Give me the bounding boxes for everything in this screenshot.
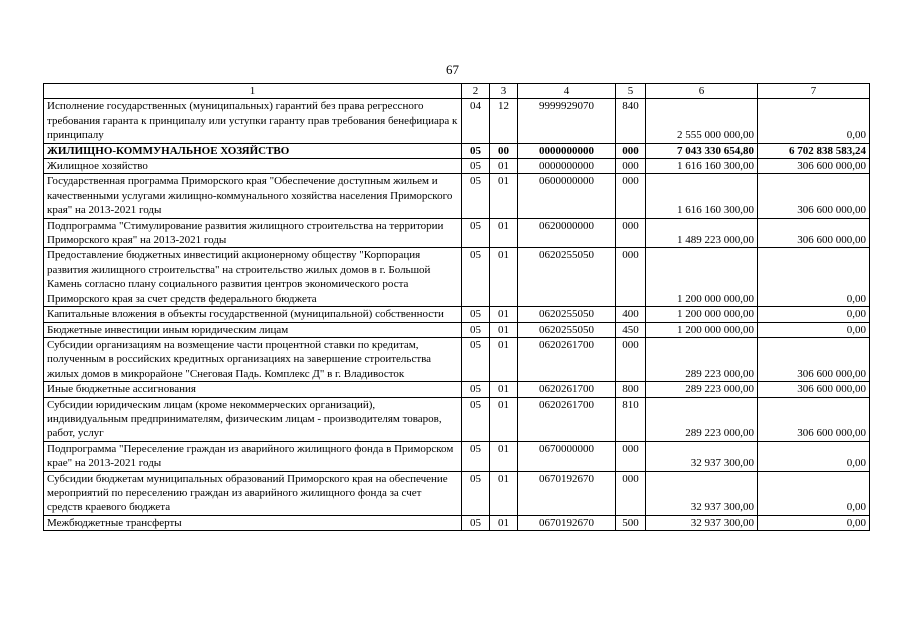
subsection-code: 01 bbox=[490, 337, 518, 381]
item-name: Субсидии юридическим лицам (кроме некоммерческих организаций), индивидуальным предпринимателям, физическим лицам - производителям товаров, работ, услуг bbox=[44, 397, 462, 441]
subsection-code: 00 bbox=[490, 143, 518, 158]
expense-type-code: 840 bbox=[616, 99, 646, 143]
table-row bbox=[44, 441, 870, 471]
expense-type-code: 000 bbox=[616, 471, 646, 515]
expense-type-code: 500 bbox=[616, 515, 646, 530]
header-cell: 7 bbox=[758, 84, 870, 99]
amount-col7: 0,00 bbox=[758, 471, 870, 515]
amount-col6: 32 937 300,00 bbox=[646, 441, 758, 471]
section-code: 05 bbox=[462, 441, 490, 471]
amount-col6: 1 616 160 300,00 bbox=[646, 174, 758, 218]
target-article-code: 0670192670 bbox=[518, 471, 616, 515]
amount-col6: 2 555 000 000,00 bbox=[646, 99, 758, 143]
header-cell: 4 bbox=[518, 84, 616, 99]
table-row bbox=[44, 143, 870, 158]
amount-col6: 7 043 330 654,80 bbox=[646, 143, 758, 158]
target-article-code: 0670000000 bbox=[518, 441, 616, 471]
section-code: 04 bbox=[462, 99, 490, 143]
amount-col7: 0,00 bbox=[758, 248, 870, 307]
item-name: Субсидии организациям на возмещение части процентной ставки по кредитам, полученным в российских кредитных организациях на завершение строительства жилых домов в микрорайоне "Снеговая Падь. Комплекс Д" в г. Владивосток bbox=[44, 337, 462, 381]
section-code: 05 bbox=[462, 397, 490, 441]
item-name: Предоставление бюджетных инвестиций акционерному обществу "Корпорация развития жилищного строительства" на строительство жилых домов в г. Большой Камень согласно плану социального развития центров экономического роста Приморского края за счет средств федерального бюджета bbox=[44, 248, 462, 307]
amount-col6: 32 937 300,00 bbox=[646, 471, 758, 515]
target-article-code: 0620255050 bbox=[518, 248, 616, 307]
item-name: Подпрограмма "Переселение граждан из аварийного жилищного фонда в Приморском крае" на 2013-2021 годы bbox=[44, 441, 462, 471]
table-row bbox=[44, 99, 870, 143]
subsection-code: 01 bbox=[490, 218, 518, 248]
expense-type-code: 000 bbox=[616, 159, 646, 174]
amount-col7: 0,00 bbox=[758, 307, 870, 322]
item-name: Подпрограмма "Стимулирование развития жилищного строительства на территории Приморского края" на 2013-2021 годы bbox=[44, 218, 462, 248]
amount-col6: 289 223 000,00 bbox=[646, 337, 758, 381]
target-article-code: 0620255050 bbox=[518, 307, 616, 322]
amount-col6: 1 200 000 000,00 bbox=[646, 307, 758, 322]
amount-col6: 32 937 300,00 bbox=[646, 515, 758, 530]
expense-type-code: 800 bbox=[616, 382, 646, 397]
expense-type-code: 400 bbox=[616, 307, 646, 322]
subsection-code: 01 bbox=[490, 159, 518, 174]
item-name: Иные бюджетные ассигнования bbox=[44, 382, 462, 397]
target-article-code: 0670192670 bbox=[518, 515, 616, 530]
subsection-code: 01 bbox=[490, 322, 518, 337]
header-cell: 6 bbox=[646, 84, 758, 99]
table-row bbox=[44, 471, 870, 515]
section-code: 05 bbox=[462, 174, 490, 218]
subsection-code: 12 bbox=[490, 99, 518, 143]
subsection-code: 01 bbox=[490, 174, 518, 218]
table-row bbox=[44, 307, 870, 322]
header-cell: 3 bbox=[490, 84, 518, 99]
expense-type-code: 000 bbox=[616, 441, 646, 471]
amount-col6: 1 200 000 000,00 bbox=[646, 248, 758, 307]
expense-type-code: 000 bbox=[616, 337, 646, 381]
item-name: Бюджетные инвестиции иным юридическим лицам bbox=[44, 322, 462, 337]
page-number: 67 bbox=[446, 62, 459, 77]
table-row bbox=[44, 382, 870, 397]
section-code: 05 bbox=[462, 322, 490, 337]
budget-table bbox=[43, 83, 870, 531]
subsection-code: 01 bbox=[490, 397, 518, 441]
target-article-code: 0620000000 bbox=[518, 218, 616, 248]
section-code: 05 bbox=[462, 248, 490, 307]
amount-col7: 306 600 000,00 bbox=[758, 159, 870, 174]
table-row bbox=[44, 337, 870, 381]
amount-col6: 1 200 000 000,00 bbox=[646, 322, 758, 337]
amount-col7: 0,00 bbox=[758, 441, 870, 471]
subsection-code: 01 bbox=[490, 471, 518, 515]
amount-col6: 289 223 000,00 bbox=[646, 382, 758, 397]
section-code: 05 bbox=[462, 337, 490, 381]
section-code: 05 bbox=[462, 143, 490, 158]
header-row bbox=[44, 84, 870, 99]
amount-col7: 306 600 000,00 bbox=[758, 397, 870, 441]
expense-type-code: 000 bbox=[616, 174, 646, 218]
table-row bbox=[44, 515, 870, 530]
table-row bbox=[44, 159, 870, 174]
section-code: 05 bbox=[462, 218, 490, 248]
amount-col7: 0,00 bbox=[758, 322, 870, 337]
target-article-code: 0000000000 bbox=[518, 143, 616, 158]
target-article-code: 0000000000 bbox=[518, 159, 616, 174]
item-name: Капитальные вложения в объекты государственной (муниципальной) собственности bbox=[44, 307, 462, 322]
item-name: ЖИЛИЩНО-КОММУНАЛЬНОЕ ХОЗЯЙСТВО bbox=[44, 143, 462, 158]
subsection-code: 01 bbox=[490, 248, 518, 307]
expense-type-code: 450 bbox=[616, 322, 646, 337]
amount-col7: 306 600 000,00 bbox=[758, 218, 870, 248]
target-article-code: 0620261700 bbox=[518, 397, 616, 441]
amount-col7: 306 600 000,00 bbox=[758, 337, 870, 381]
target-article-code: 0620261700 bbox=[518, 382, 616, 397]
target-article-code: 9999929070 bbox=[518, 99, 616, 143]
expense-type-code: 810 bbox=[616, 397, 646, 441]
subsection-code: 01 bbox=[490, 382, 518, 397]
amount-col7: 0,00 bbox=[758, 99, 870, 143]
target-article-code: 0620261700 bbox=[518, 337, 616, 381]
table-row bbox=[44, 248, 870, 307]
amount-col7: 306 600 000,00 bbox=[758, 174, 870, 218]
subsection-code: 01 bbox=[490, 307, 518, 322]
amount-col7: 306 600 000,00 bbox=[758, 382, 870, 397]
expense-type-code: 000 bbox=[616, 218, 646, 248]
target-article-code: 0600000000 bbox=[518, 174, 616, 218]
section-code: 05 bbox=[462, 159, 490, 174]
table-row bbox=[44, 174, 870, 218]
table-row bbox=[44, 322, 870, 337]
item-name: Исполнение государственных (муниципальных) гарантий без права регрессного требования гаранта к принципалу или уступки гаранту прав требования бенефициара к принципалу bbox=[44, 99, 462, 143]
header-cell: 2 bbox=[462, 84, 490, 99]
amount-col7: 6 702 838 583,24 bbox=[758, 143, 870, 158]
item-name: Субсидии бюджетам муниципальных образований Приморского края на обеспечение мероприятий по переселению граждан из аварийного жилищного фонда за счет средств краевого бюджета bbox=[44, 471, 462, 515]
section-code: 05 bbox=[462, 515, 490, 530]
item-name: Государственная программа Приморского края "Обеспечение доступным жильем и качественными услугами жилищно-коммунального хозяйства населения Приморского края" на 2013-2021 годы bbox=[44, 174, 462, 218]
amount-col7: 0,00 bbox=[758, 515, 870, 530]
amount-col6: 1 489 223 000,00 bbox=[646, 218, 758, 248]
amount-col6: 1 616 160 300,00 bbox=[646, 159, 758, 174]
expense-type-code: 000 bbox=[616, 248, 646, 307]
section-code: 05 bbox=[462, 382, 490, 397]
table-row bbox=[44, 218, 870, 248]
subsection-code: 01 bbox=[490, 441, 518, 471]
subsection-code: 01 bbox=[490, 515, 518, 530]
item-name: Межбюджетные трансферты bbox=[44, 515, 462, 530]
section-code: 05 bbox=[462, 307, 490, 322]
amount-col6: 289 223 000,00 bbox=[646, 397, 758, 441]
item-name: Жилищное хозяйство bbox=[44, 159, 462, 174]
section-code: 05 bbox=[462, 471, 490, 515]
header-cell: 1 bbox=[44, 84, 462, 99]
table-row bbox=[44, 397, 870, 441]
expense-type-code: 000 bbox=[616, 143, 646, 158]
header-cell: 5 bbox=[616, 84, 646, 99]
target-article-code: 0620255050 bbox=[518, 322, 616, 337]
